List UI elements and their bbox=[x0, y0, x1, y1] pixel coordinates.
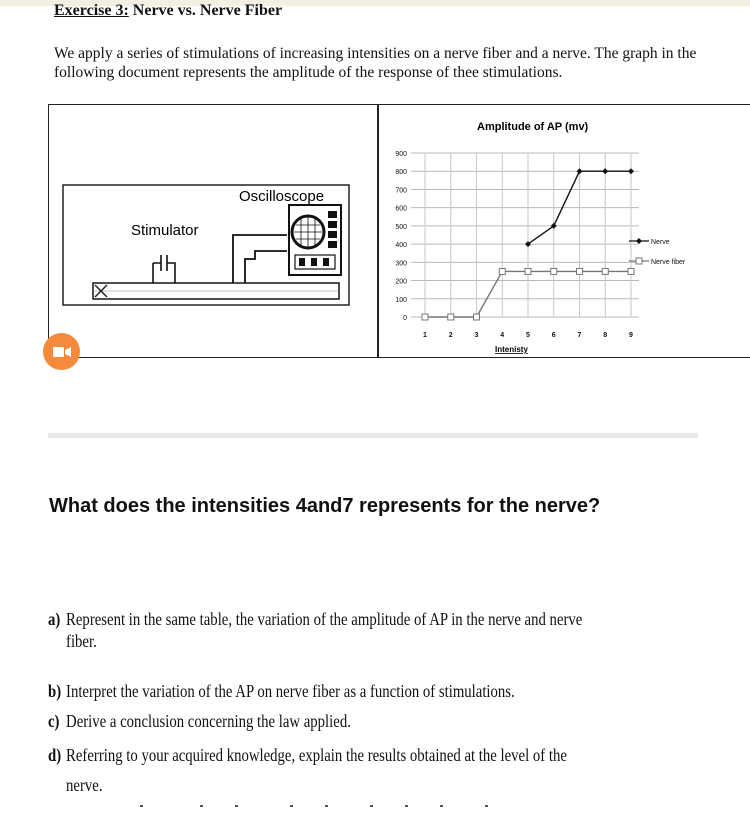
oscilloscope-label: Oscilloscope bbox=[239, 188, 325, 205]
data-point-nerve-fiber bbox=[499, 268, 505, 274]
data-point-nerve-fiber bbox=[551, 268, 557, 274]
question-a bbox=[48, 608, 582, 652]
camera-icon bbox=[53, 346, 71, 358]
recording-electrodes bbox=[233, 235, 287, 283]
y-tick-label: 400 bbox=[395, 242, 407, 250]
question-d bbox=[48, 744, 567, 796]
cutoff-text-row bbox=[140, 803, 540, 809]
question-b-label: b) bbox=[48, 681, 62, 701]
figure-svg bbox=[49, 105, 750, 357]
chart-left-border bbox=[377, 105, 379, 357]
data-point-nerve bbox=[602, 168, 608, 174]
stimulator-electrodes bbox=[153, 255, 175, 283]
exercise-number: Exercise 3: bbox=[54, 2, 129, 19]
x-tick-label: 7 bbox=[577, 332, 582, 339]
data-point-nerve bbox=[577, 168, 583, 174]
figure bbox=[48, 104, 750, 358]
legend-label: Nerve bbox=[651, 239, 670, 246]
data-point-nerve-fiber bbox=[474, 314, 480, 320]
y-tick-label: 100 bbox=[395, 296, 407, 304]
main-question: What does the intensities 4and7 represents for the nerve? bbox=[49, 495, 601, 517]
y-tick-label: 300 bbox=[395, 260, 407, 268]
section-divider bbox=[48, 433, 698, 438]
legend-marker bbox=[636, 258, 642, 264]
y-tick-label: 600 bbox=[395, 205, 407, 213]
y-tick-label: 900 bbox=[395, 151, 407, 158]
data-point-nerve-fiber bbox=[628, 268, 634, 274]
data-point-nerve-fiber bbox=[422, 314, 428, 320]
y-tick-label: 800 bbox=[395, 169, 407, 177]
question-a-text: Represent in the same table, the variation of the amplitude of AP in the nerve and nerve bbox=[66, 609, 583, 629]
chart-legend bbox=[629, 238, 686, 266]
x-tick-label: 4 bbox=[500, 332, 505, 339]
exercise-title bbox=[54, 2, 282, 20]
chart-plot bbox=[395, 151, 639, 339]
data-point-nerve-fiber bbox=[525, 268, 531, 274]
y-tick-label: 0 bbox=[403, 315, 407, 322]
x-tick-label: 8 bbox=[603, 332, 608, 339]
chart-title: Amplitude of AP (mv) bbox=[477, 121, 589, 133]
question-c bbox=[48, 710, 351, 732]
legend-marker bbox=[636, 238, 642, 244]
stimulator-label: Stimulator bbox=[131, 222, 199, 239]
x-tick-label: 9 bbox=[629, 332, 633, 339]
question-a-label: a) bbox=[48, 609, 61, 629]
question-c-text: Derive a conclusion concerning the law applied. bbox=[66, 711, 351, 731]
x-tick-label: 5 bbox=[526, 332, 530, 339]
x-tick-label: 1 bbox=[423, 332, 427, 339]
question-d-text: Referring to your acquired knowledge, explain the results obtained at the level of the bbox=[66, 745, 567, 765]
y-tick-label: 500 bbox=[395, 223, 407, 231]
x-tick-label: 3 bbox=[474, 332, 479, 339]
data-point-nerve-fiber bbox=[577, 268, 583, 274]
question-d-label: d) bbox=[48, 745, 62, 765]
chart-xlabel: Intenisty bbox=[495, 345, 528, 354]
video-badge-icon[interactable] bbox=[43, 333, 80, 370]
data-point-nerve bbox=[628, 168, 634, 174]
question-b bbox=[48, 680, 515, 702]
question-a-continued: fiber. bbox=[66, 631, 97, 651]
x-tick-label: 6 bbox=[551, 332, 556, 339]
x-tick-label: 2 bbox=[448, 332, 453, 339]
data-point-nerve-fiber bbox=[602, 268, 608, 274]
data-point-nerve-fiber bbox=[448, 314, 454, 320]
legend-label: Nerve fiber bbox=[651, 259, 686, 266]
question-b-text: Interpret the variation of the AP on nerve fiber as a function of stimulations. bbox=[66, 681, 515, 701]
y-tick-label: 200 bbox=[395, 278, 407, 286]
exercise-intro: We apply a series of stimulations of increasing intensities on a nerve fiber and a nerve. The graph in the following document represents the amplitude of the response of thee stimulations. bbox=[54, 45, 697, 81]
question-d-continued: nerve. bbox=[66, 775, 103, 795]
exercise-name: Nerve vs. Nerve Fiber bbox=[128, 2, 283, 19]
question-c-label: c) bbox=[48, 711, 60, 731]
y-tick-label: 700 bbox=[395, 187, 407, 195]
